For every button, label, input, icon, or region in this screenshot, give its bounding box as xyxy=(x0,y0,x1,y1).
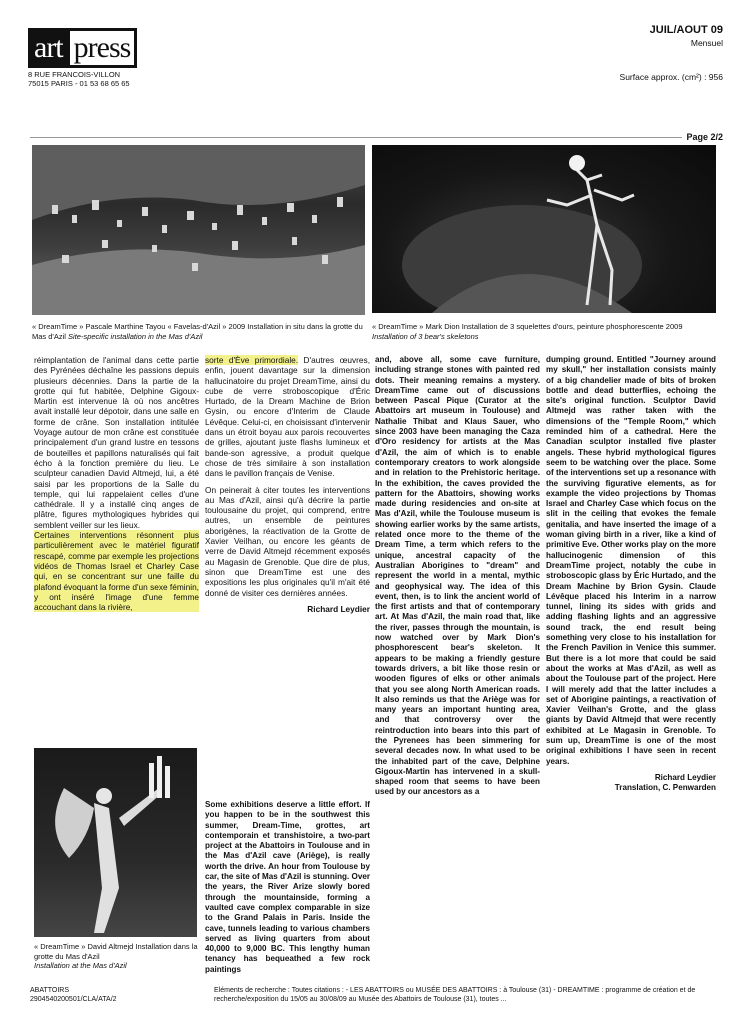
publisher-address xyxy=(28,70,130,88)
page-number: Page 2/2 xyxy=(682,132,723,142)
col2-signature: Richard Leydier xyxy=(307,603,370,614)
photo-dion-skeleton xyxy=(372,145,716,313)
caption-photo-1 xyxy=(32,322,365,341)
issue-date: JUIL/AOUT 09 xyxy=(649,24,723,36)
caption-2-fr: « DreamTime » Mark Dion Installation de 3 squelettes d'ours, peinture phosphorescente 2009 xyxy=(372,322,683,331)
article-column-3 xyxy=(375,355,540,798)
article-column-2-english xyxy=(205,800,370,975)
caption-1-fr: « DreamTime » Pascale Marthine Tayou « Favelas-d'Azil » 2009 Installation in situ dans la grotte du Mas d'Azil xyxy=(32,322,363,341)
caption-photo-3 xyxy=(34,942,204,971)
col2-text-b: On peinerait à citer toutes les interventions au Mas d'Azil, ainsi qu'à décrire la partie toulousaine du projet, qui comprend, entre autres, un ensemble de peintures aborigènes, la réactivation de la Grotte de Xavier Veilhan, ou encore les géants de verre de David Altmejd récemment exposés au Magasin de Grenoble. Que dire de plus, sinon que DreamTime est une des expositions les plus originales qu'il m'ait été donné de visiter ces dernières années. xyxy=(205,484,370,598)
caption-3-en: Installation at the Mas d'Azil xyxy=(34,961,127,970)
photo-tayou-installation xyxy=(32,145,365,315)
col1-text: réimplantation de l'animal dans cette partie des Pyrénées déchaîne les passions depuis plusieurs décennies. Dans la partie de la grotte qui fut habitée, Delphine Gigoux-Martin est intervenue là où nos ancêtres avait installé leur dépotoir, dans une salle en forme de crâne. Son installation intitulée Voyage autour de mon crâne est constituée principalement d'un grand lustre en tessons de bouteilles et papillons naturalisés qui fait écho à la fonction première du lieu. Le sculpteur canadien David Altmejd, lui, a été saisi par les proportions de la Salle du temple, qui lui rappelaient celles d'une cathédrale. Il y a installé cinq anges de plâtre, figures mythologiques hybrides qui semblent veiller sur les lieux. xyxy=(34,355,199,530)
footer-client-code: 2904540200501/CLA/ATA/2 xyxy=(30,995,117,1003)
article-column-2 xyxy=(205,355,370,614)
header-rule xyxy=(30,137,723,138)
surface-area: Surface approx. (cm²) : 956 xyxy=(619,72,723,82)
col1-highlighted-text: Certaines interventions résonnent plus particulièrement avec le matériel figuratif rescapé, comme par exemple les projections vidéos de Thomas Israel et Charley Case qui, en se concentrant sur une faille du plafond évoquant la forme d'un sexe féminin, y ont inséré l'image d'une femme accouchant dans la rivière, xyxy=(34,530,199,613)
footer-client xyxy=(30,987,117,1004)
address-line-1: 8 RUE FRANCOIS-VILLON xyxy=(28,70,121,79)
photo-altmejd-angel xyxy=(34,748,197,937)
artpress-logo xyxy=(28,28,178,68)
bear-skeleton-image xyxy=(372,145,716,313)
cave-installation-image xyxy=(32,145,365,315)
caption-photo-2 xyxy=(372,322,716,341)
col4-signature: Richard Leydier xyxy=(654,772,716,782)
col2-english-text: Some exhibitions deserve a little effort. If you happen to be in the southwest this summer, Dream-Time, grottes, art contemporain et transhistoire, a two-part project at the Abattoirs in Toulouse and in the Mas d'Azil cave (Ariège), is really worth the drive. An hour from Toulouse by car, the site of Mas d'Azil is stunning. Over the years, the River Arize slowly bored through the mountainside, forming a vaulted cave complex comparable in size to the Grand Palais in Paris. Inside the cave, tunnels leading to various chambers served as living quarters from about 40,000 to 9,000 BC. This lengthy human tenancy has bequeathed a few rock paintings xyxy=(205,800,370,974)
footer-client-name: ABATTOIRS xyxy=(30,987,70,994)
issue-frequency: Mensuel xyxy=(690,38,723,48)
caption-2-en: Installation of 3 bear's skeletons xyxy=(372,331,479,341)
footer-search-elements: Eléments de recherche : Toutes citations : - LES ABATTOIRS ou MUSÉE DES ABATTOIRS : à Toulouse (31) - DREAMTIME : programme de création et de recherche/exposition du 15/05 au 30/08/09 au Musée des Abattoirs de Toulouse (31), toutes ... xyxy=(214,987,696,1003)
article-column-4 xyxy=(546,355,716,793)
col3-text: and, above all, some cave furniture, including strange stones with painted red dots. Their meaning remains a mystery. DreamTime came out of discussions between Pascal Pique (Curator at the Abattoirs art museum in Toulouse) and Nathalie Thibat and Klaus Sauer, who since 2003 have been managing the Caza d'Oro residency for artists at the Mas d'Azil, the aim of which is to enable contemporary creators to work alongside and in relation to the Prehistoric heritage. In the exhibition, the caves provided the pattern for the Abattoirs, showing works made during residencies and on-site at Mas d'Azil, while the Toulouse museum is showing earlier works by the same artists, related once more to the theme of the Dream Time, a term which refers to the unique, ancestral capacity of the Australian Aborigines to "dream" and represent the world in a mental, mythic and geophysical way. The idea of this event, then, is to link the ancient world of the first artists and that of contemporary art. At Mas d'Azil, the main road that, like the river, passes through the mountain, is now watched over by Mark Dion's phosphorescent bear's skeleton. It appears to be making a friendly gesture towards drivers, a bit like those resin or wooden figures of elks or other animals that you see along North American roads. It also reminds us that the Ariège was for many years an important hunting area, and that controversy over the reintroduction into bears into this part of the Pyrenees has been simmering for several decades now. In what used to be the inhabited part of the cave, Delphine Gigoux-Martin has intervened in a skull-shaped room that seems to have been used by our ancestors as a xyxy=(375,355,540,797)
angel-sculpture-image xyxy=(34,748,197,937)
caption-1-en: Site-specific installation in the Mas d'Azil xyxy=(68,331,203,341)
issue-info xyxy=(650,24,723,48)
address-line-2: 75015 PARIS - 01 53 68 65 65 xyxy=(28,79,130,88)
article-column-1 xyxy=(34,355,199,612)
col4-text: dumping ground. Entitled "Journey around my skull," her installation consists mainly of a big chandelier made of bits of broken bottle and dead butterflies, echoing the site's original function. Sculptor David Altmejd was rather taken with the dimensions of the "Temple Room," which reminded him of a cathedral. Here the Canadian sculptor installed five plaster angels. These hybrid mythological figures seem to be watching over the place. Some of the interventions set up a resonance with the surviving figurative elements, as for example the video projections by Thomas Israel and Charley Case which focus on the slit in the ceiling that evokes the female genitalia, and have inserted the image of a woman giving birth in a river, like a kind of primitive Eve. Other works play on the more hallucinogenic dimension of this DreamTime project, notably the cube in stroboscopic glass by Éric Hurtado, and the Dream Machine by Brion Gysin. Claude Lévêque placed his Interim in a narrow tunnel, lining its sides with grids and adding flashing lights and an aggressive sound track, the end result being something very close to his installation for the French Pavilion in Venice this summer. But there is a lot more that could be said about the works at Mas d'Azil, as well as about the Toulouse part of the project. Here I will merely add that the latter includes a set of Aborigine paintings, a reactivation of Xavier Veilhan's Grotte, and the glass giants by David Altmejd that were recently exhibited at Le Magasin in Grenoble. To sum up, DreamTime is one of the most original exhibitions I have seen in recent years. xyxy=(546,355,716,766)
col2-highlighted-text: sorte d'Ève primordiale. xyxy=(205,355,299,365)
logo-art: art xyxy=(28,28,67,68)
col2-text-a: D'autres œuvres, enfin, jouent davantage sur la dimension hallucinatoire du projet DreamTime, ainsi du cube de verre stroboscopique d'Éric Hurtado, de la Dream Machine de Brion Gysin, ou encore d'Interim de Claude Lévêque. Celui-ci, en choisissant d'intervenir dans un étroit boyau aux parois recouvertes de grilles, ajoutant juste flashs lumineux et bande-son agressive, a produit quelque chose de très similaire à son installation dans le pavillon français de Venise. xyxy=(205,355,370,479)
logo-press: press xyxy=(67,28,138,68)
col4-translation-credit: Translation, C. Penwarden xyxy=(614,783,716,793)
caption-3-fr: « DreamTime » David Altmejd Installation dans la grotte du Mas d'Azil xyxy=(34,942,198,961)
